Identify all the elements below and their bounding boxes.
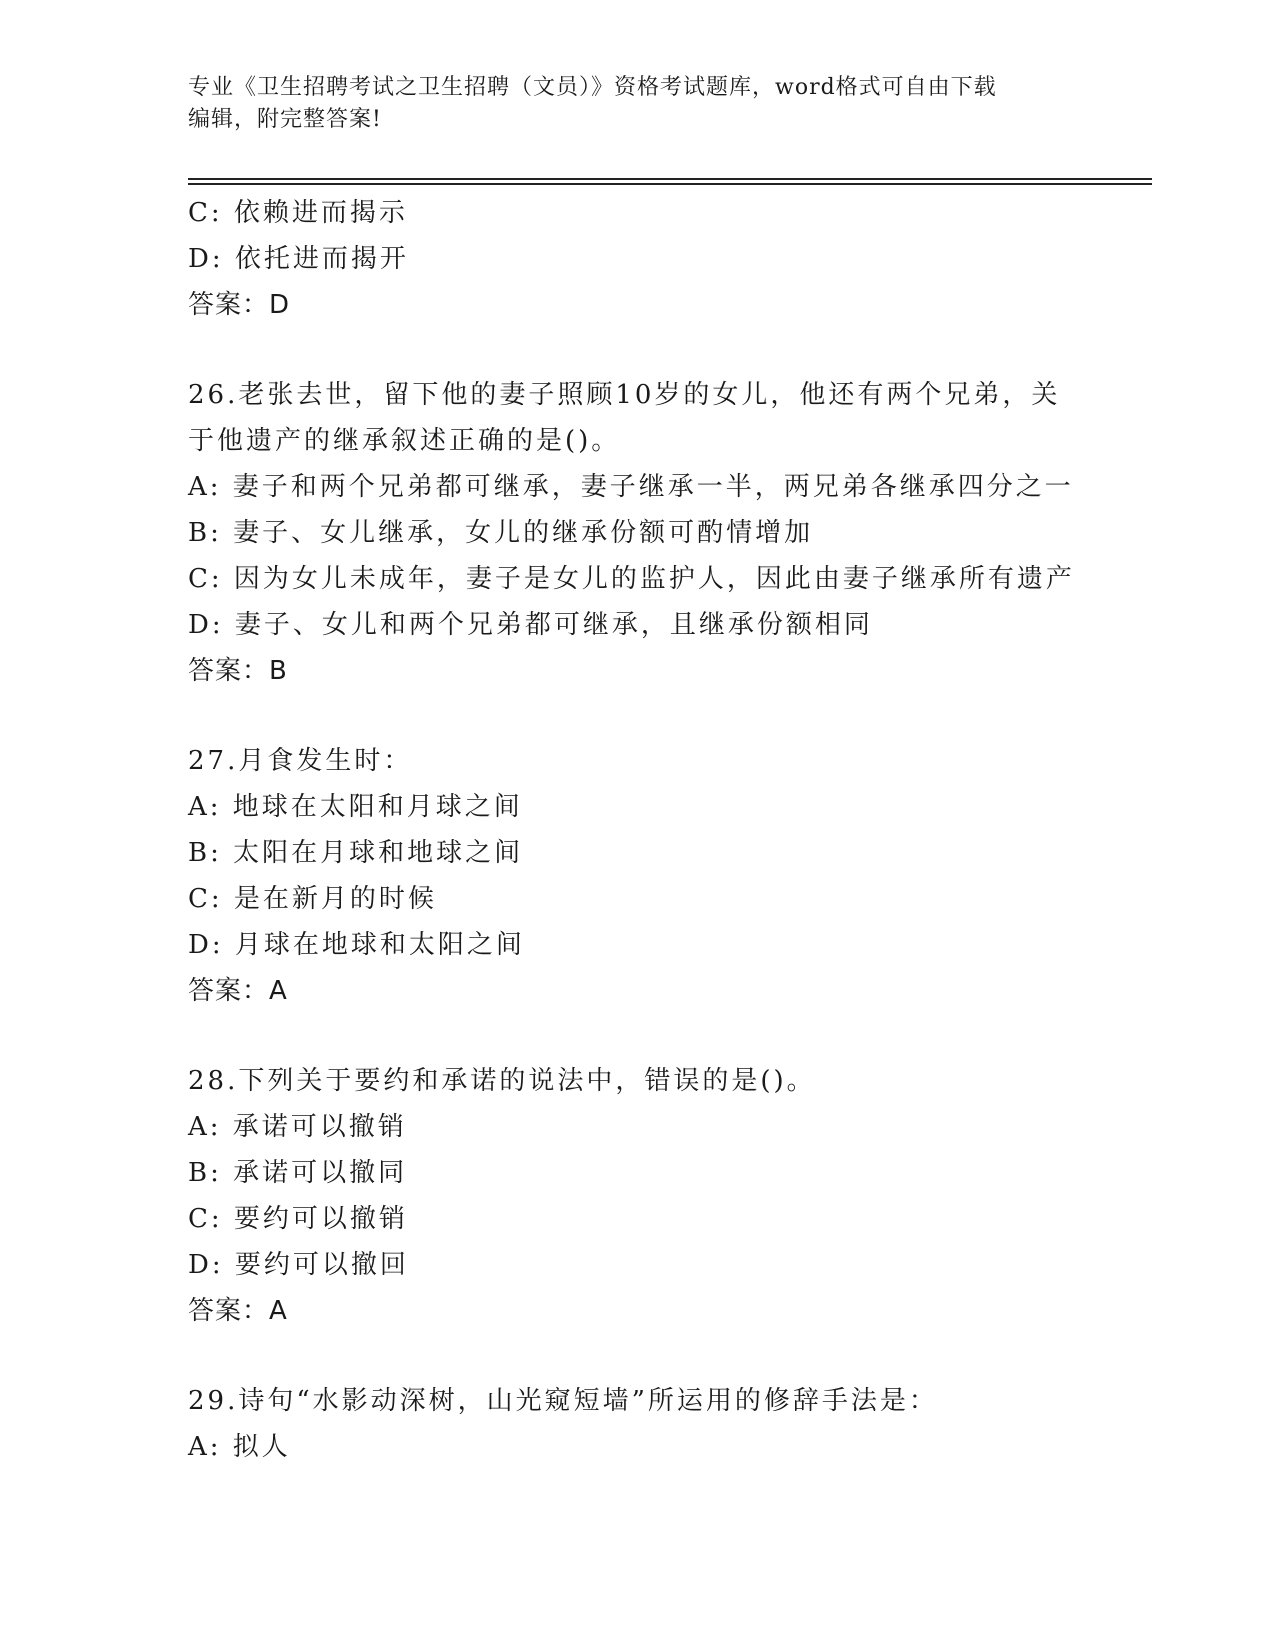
- continued-question: [188, 190, 1088, 328]
- question-stem-line-1: 29.诗句“水影动深树，山光窥短墙”所运用的修辞手法是：: [188, 1386, 938, 1416]
- option-b: B: 承诺可以撤同: [188, 1158, 408, 1188]
- option-b: B: 妻子、女儿继承，女儿的继承份额可酌情增加: [188, 518, 814, 548]
- question-stem-line-1: 26.老张去世，留下他的妻子照顾10岁的女儿，他还有两个兄弟，关: [188, 380, 1061, 410]
- question-content: [188, 190, 1088, 1470]
- question-26: [188, 372, 1088, 694]
- answer-line: 答案：A: [188, 976, 288, 1006]
- option-a: A: 拟人: [188, 1432, 291, 1462]
- page-header: [188, 72, 1088, 136]
- header-rule-bottom: [188, 183, 1152, 185]
- option-c: C: 要约可以撤销: [188, 1204, 408, 1234]
- option-c: C: 是在新月的时候: [188, 884, 437, 914]
- option-c: C: 依赖进而揭示: [188, 198, 408, 228]
- question-stem-line-2: 于他遗产的继承叙述正确的是()。: [188, 426, 621, 456]
- answer-line: 答案：A: [188, 1296, 288, 1326]
- question-27: [188, 738, 1088, 1014]
- question-stem-line-1: 27.月食发生时：: [188, 746, 413, 776]
- header-rule-top: [188, 178, 1152, 180]
- question-28: [188, 1058, 1088, 1334]
- option-a: A: 地球在太阳和月球之间: [188, 792, 523, 822]
- question-29: [188, 1378, 1088, 1470]
- option-c: C: 因为女儿未成年，妻子是女儿的监护人，因此由妻子继承所有遗产: [188, 564, 1075, 594]
- option-d: D: 要约可以撤回: [188, 1250, 409, 1280]
- answer-line: 答案：D: [188, 290, 291, 320]
- option-d: D: 月球在地球和太阳之间: [188, 930, 525, 960]
- option-b: B: 太阳在月球和地球之间: [188, 838, 524, 868]
- header-line-1: 专业《卫生招聘考试之卫生招聘（文员）》资格考试题库，word格式可自由下载: [188, 75, 997, 100]
- answer-line: 答案：B: [188, 656, 288, 686]
- option-a: A: 承诺可以撤销: [188, 1112, 407, 1142]
- option-a: A: 妻子和两个兄弟都可继承，妻子继承一半，两兄弟各继承四分之一: [188, 472, 1074, 502]
- option-d: D: 妻子、女儿和两个兄弟都可继承，且继承份额相同: [188, 610, 873, 640]
- option-d: D: 依托进而揭开: [188, 244, 409, 274]
- question-stem-line-1: 28.下列关于要约和承诺的说法中，错误的是()。: [188, 1066, 816, 1096]
- header-line-2: 编辑，附完整答案!: [188, 107, 382, 132]
